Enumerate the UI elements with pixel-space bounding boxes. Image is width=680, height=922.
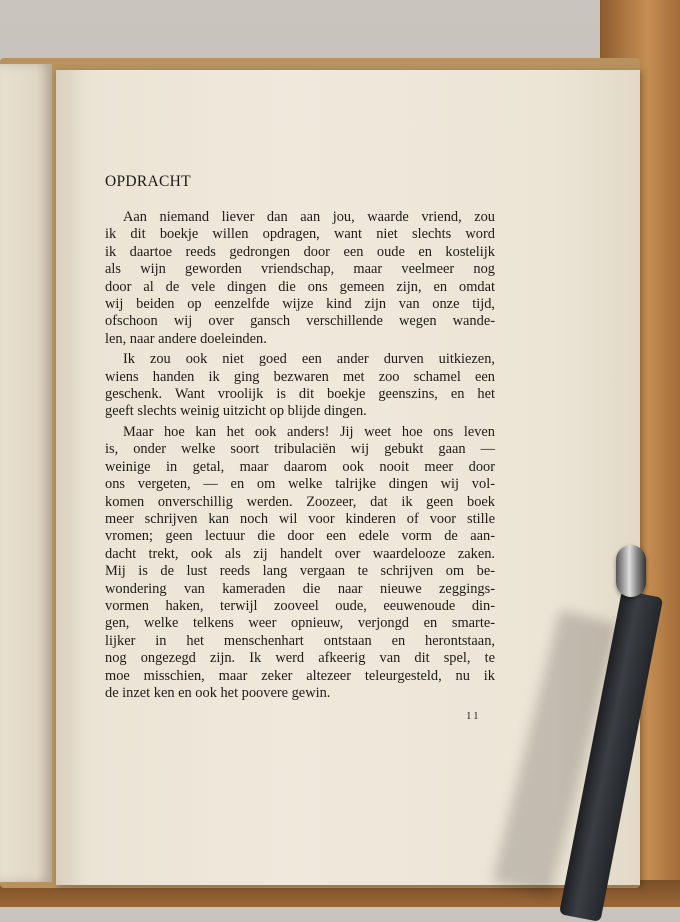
- text-line: Ik zou ook niet goed een ander durven uitkiezen,: [123, 351, 495, 368]
- text-line: als wijn geworden vriendschap, maar veelmeer nog: [105, 261, 495, 278]
- page-number: 11: [466, 710, 481, 722]
- page-holder-clip-knob: [616, 545, 646, 597]
- text-line: wondering van kameraden die naar nieuwe zeggings-: [105, 580, 495, 597]
- text-line: vormen haken, terwijl zooveel oude, eeuwenoude din-: [105, 597, 495, 614]
- text-line: lijker in het menschenhart ontstaan en herontstaan,: [105, 632, 495, 649]
- page-heading: OPDRACHT: [105, 173, 191, 190]
- text-line: nog ongezegd zijn. Ik werd afkeerig van dit spel, te: [105, 650, 495, 667]
- text-line: weinige in getal, maar daarom ook nooit meer door: [105, 458, 495, 475]
- text-line: vromen; geen lectuur die door een edele vorm de aan-: [105, 528, 495, 545]
- text-line: Aan niemand liever dan aan jou, waarde vriend, zou: [123, 209, 495, 225]
- text-line: gen, welke telkens weer opnieuw, verjongd en smarte-: [105, 615, 495, 632]
- text-line: wiens handen ik ging bezwaren met zoo schamel een: [105, 368, 495, 385]
- text-line: ik dit boekje willen opdragen, want niet slechts word: [105, 226, 495, 243]
- text-line: ons vergeten, — en om welke talrijke dingen wij vol-: [105, 476, 495, 493]
- page-body-text: [105, 209, 495, 705]
- paragraph: [105, 209, 495, 348]
- text-line: de inzet ken en ook het poovere gewin.: [105, 684, 331, 701]
- text-line: Maar hoe kan het ook anders! Jij weet hoe ons leven: [123, 423, 495, 440]
- text-line: wij beiden op eenzelfde wijze kind zijn van onze tijd,: [105, 296, 495, 313]
- text-line: len, naar andere doeleinden.: [105, 330, 267, 347]
- text-line: ik daartoe reeds gedrongen door een oude en kostelijk: [105, 243, 495, 260]
- text-line: door al de vele dingen die ons gemeen zijn, en omdat: [105, 278, 495, 295]
- text-line: dacht trekt, ook als zij handelt over waardelooze zaken.: [105, 545, 495, 562]
- paragraph: [105, 351, 495, 421]
- text-line: moe misschien, maar zeker altezeer teleurgesteld, nu ik: [105, 667, 495, 684]
- paragraph: [105, 424, 495, 703]
- text-line: komen onverschillig werden. Zoozeer, dat ik geen boek: [105, 493, 495, 510]
- text-line: meer schrijven kan noch wil voor kinderen of voor stille: [105, 510, 495, 527]
- left-page-edge: [0, 64, 52, 882]
- text-line: ofschoon wij over gansch verschillende wegen wande-: [105, 313, 495, 330]
- text-line: is, onder welke soort tribulaciën wij gebukt gaan —: [105, 441, 495, 458]
- text-line: geeft slechts weinig uitzicht op blijde dingen.: [105, 403, 367, 420]
- text-line: Mij is de lust reeds lang vergaan te schrijven om be-: [105, 563, 495, 580]
- text-line: geschenk. Want vroolijk is dit boekje geenszins, en het: [105, 386, 495, 403]
